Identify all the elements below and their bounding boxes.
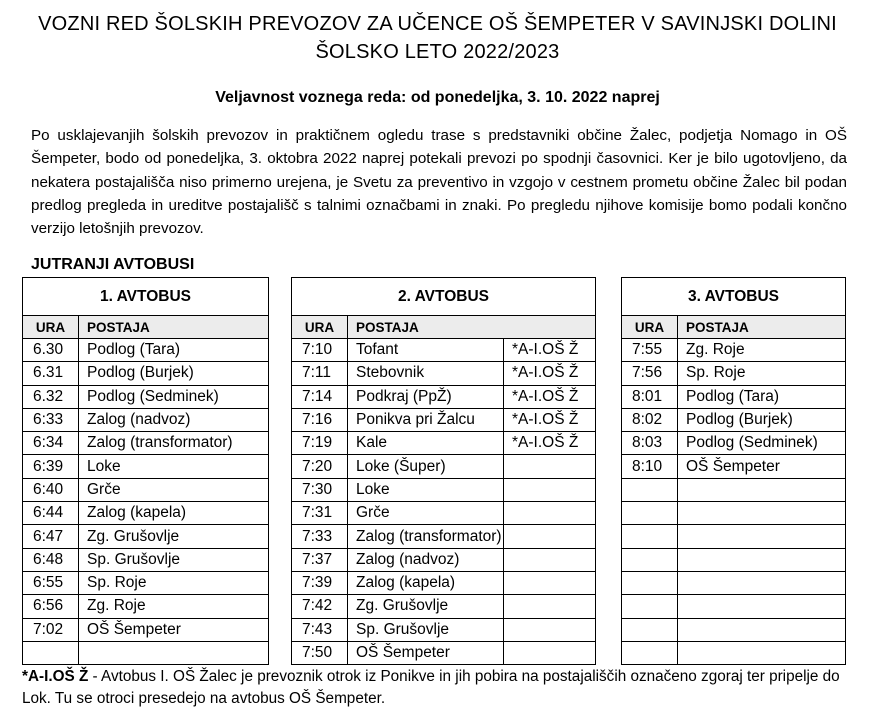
table-row bbox=[23, 618, 269, 641]
time-cell: 7:31 bbox=[292, 502, 348, 525]
time-cell: 7:50 bbox=[292, 641, 348, 664]
stop-cell: Loke (Šuper) bbox=[348, 455, 504, 478]
time-cell bbox=[622, 618, 678, 641]
intro-paragraph: Po usklajevanjih šolskih prevozov in praktičnem ogledu trase s predstavniki občine Žalec, podjetja Nomago in OŠ Šempeter, bodo od ponedeljka, 3. oktobra 2022 naprej potekali prevozi po spodnji časovnici. Ker je bilo ugotovljeno, da nekatera postajališča niso primerno urejena, je Svetu za preventivo in vzgojo v cestnem prometu občine Žalec bil podan predlog pregleda in ureditve postajališč s talnimi označbami in znaki. Po pregledu njihove komisije bomo podali končno verzijo letošnjih prevozov. bbox=[31, 127, 847, 238]
time-cell: 6:39 bbox=[23, 455, 79, 478]
time-cell bbox=[622, 641, 678, 664]
time-cell: 6.32 bbox=[23, 385, 79, 408]
time-cell: 7:20 bbox=[292, 455, 348, 478]
operator-cell: *A-I.OŠ Ž bbox=[504, 408, 596, 431]
time-cell: 7:55 bbox=[622, 339, 678, 362]
stop-cell: Zg. Roje bbox=[79, 595, 269, 618]
stop-cell: Podlog (Sedminek) bbox=[678, 432, 846, 455]
stop-cell bbox=[678, 548, 846, 571]
table-row bbox=[23, 595, 269, 618]
time-cell: 7:10 bbox=[292, 339, 348, 362]
time-cell bbox=[622, 502, 678, 525]
table-row bbox=[622, 525, 846, 548]
operator-cell: *A-I.OŠ Ž bbox=[504, 339, 596, 362]
bus-1-table bbox=[22, 277, 269, 665]
time-cell: 8:02 bbox=[622, 408, 678, 431]
table-row bbox=[292, 595, 596, 618]
operator-cell: *A-I.OŠ Ž bbox=[504, 362, 596, 385]
stop-cell: Zalog (kapela) bbox=[348, 571, 504, 594]
table-row bbox=[23, 525, 269, 548]
time-cell: 6:56 bbox=[23, 595, 79, 618]
table-row bbox=[622, 339, 846, 362]
footnote bbox=[22, 666, 852, 710]
stop-cell: Zalog (transformator) bbox=[79, 432, 269, 455]
time-cell: 7:11 bbox=[292, 362, 348, 385]
document-title: VOZNI RED ŠOLSKIH PREVOZOV ZA UČENCE OŠ ŠEMPETER V SAVINJSKI DOLINI bbox=[38, 13, 837, 35]
time-cell: 6:48 bbox=[23, 548, 79, 571]
table-row bbox=[622, 478, 846, 501]
operator-cell bbox=[504, 455, 596, 478]
stop-cell: Stebovnik bbox=[348, 362, 504, 385]
time-cell: 6:40 bbox=[23, 478, 79, 501]
table-row bbox=[23, 385, 269, 408]
stop-cell: Kale bbox=[348, 432, 504, 455]
time-cell: 7:56 bbox=[622, 362, 678, 385]
time-cell: 7:39 bbox=[292, 571, 348, 594]
table-row bbox=[622, 408, 846, 431]
time-cell: 7:30 bbox=[292, 478, 348, 501]
time-cell bbox=[622, 571, 678, 594]
table-row bbox=[292, 548, 596, 571]
stop-cell: OŠ Šempeter bbox=[678, 455, 846, 478]
stop-cell: Zg. Roje bbox=[678, 339, 846, 362]
column-header-time: URA bbox=[292, 316, 348, 339]
time-cell: 8:03 bbox=[622, 432, 678, 455]
operator-cell bbox=[504, 478, 596, 501]
time-cell: 7:37 bbox=[292, 548, 348, 571]
stop-cell: Tofant bbox=[348, 339, 504, 362]
operator-cell: *A-I.OŠ Ž bbox=[504, 432, 596, 455]
operator-cell bbox=[504, 618, 596, 641]
footnote-text: - Avtobus I. OŠ Žalec je prevoznik otrok iz Ponikve in jih pobira na postajališčih označeno zgoraj ter pripelje do Lok. Tu se otroci presedejo na avtobus OŠ Šempeter. bbox=[22, 668, 840, 707]
time-cell: 6.31 bbox=[23, 362, 79, 385]
stop-cell: Ponikva pri Žalcu bbox=[348, 408, 504, 431]
stop-cell: Podlog (Sedminek) bbox=[79, 385, 269, 408]
operator-cell bbox=[504, 548, 596, 571]
time-cell: 7:43 bbox=[292, 618, 348, 641]
column-header-time: URA bbox=[23, 316, 79, 339]
table-row bbox=[292, 525, 596, 548]
stop-cell: Zg. Grušovlje bbox=[79, 525, 269, 548]
operator-cell bbox=[504, 502, 596, 525]
time-cell bbox=[23, 641, 79, 664]
table-row bbox=[23, 408, 269, 431]
column-header-stop: POSTAJA bbox=[79, 316, 269, 339]
stop-cell: OŠ Šempeter bbox=[79, 618, 269, 641]
time-cell: 7:42 bbox=[292, 595, 348, 618]
bus-1-title: 1. AVTOBUS bbox=[23, 278, 269, 316]
stop-cell: Sp. Grušovlje bbox=[79, 548, 269, 571]
stop-cell: Grče bbox=[79, 478, 269, 501]
stop-cell: OŠ Šempeter bbox=[348, 641, 504, 664]
table-row bbox=[622, 571, 846, 594]
table-row bbox=[23, 502, 269, 525]
table-row bbox=[292, 571, 596, 594]
stop-cell: Podlog (Burjek) bbox=[678, 408, 846, 431]
table-row bbox=[292, 432, 596, 455]
table-row bbox=[622, 641, 846, 664]
table-row bbox=[622, 385, 846, 408]
table-row bbox=[292, 362, 596, 385]
time-cell: 7:02 bbox=[23, 618, 79, 641]
morning-buses-heading: JUTRANJI AVTOBUSI bbox=[31, 256, 195, 273]
stop-cell bbox=[678, 571, 846, 594]
stop-cell: Sp. Roje bbox=[678, 362, 846, 385]
table-row bbox=[622, 432, 846, 455]
time-cell: 6:44 bbox=[23, 502, 79, 525]
stop-cell bbox=[678, 502, 846, 525]
bus-3-table bbox=[621, 277, 846, 665]
stop-cell: Podkraj (PpŽ) bbox=[348, 385, 504, 408]
table-row bbox=[23, 455, 269, 478]
column-header-stop: POSTAJA bbox=[678, 316, 846, 339]
time-cell: 7:19 bbox=[292, 432, 348, 455]
time-cell: 8:01 bbox=[622, 385, 678, 408]
time-cell bbox=[622, 595, 678, 618]
stop-cell bbox=[678, 478, 846, 501]
table-row bbox=[23, 339, 269, 362]
table-row bbox=[622, 618, 846, 641]
bus-2-title: 2. AVTOBUS bbox=[292, 278, 596, 316]
table-row bbox=[23, 571, 269, 594]
validity-heading: Veljavnost voznega reda: od ponedeljka, 3. 10. 2022 naprej bbox=[215, 89, 660, 106]
time-cell: 6:33 bbox=[23, 408, 79, 431]
time-cell: 6:55 bbox=[23, 571, 79, 594]
table-row bbox=[23, 362, 269, 385]
table-row bbox=[292, 385, 596, 408]
operator-cell bbox=[504, 525, 596, 548]
operator-cell bbox=[504, 595, 596, 618]
time-cell: 6:47 bbox=[23, 525, 79, 548]
operator-cell: *A-I.OŠ Ž bbox=[504, 385, 596, 408]
column-header-stop: POSTAJA bbox=[348, 316, 596, 339]
table-row bbox=[622, 548, 846, 571]
table-row bbox=[23, 478, 269, 501]
time-cell bbox=[622, 548, 678, 571]
footnote-key: *A-I.OŠ Ž bbox=[22, 668, 89, 685]
operator-cell bbox=[504, 641, 596, 664]
table-row bbox=[622, 362, 846, 385]
bus-3-title: 3. AVTOBUS bbox=[622, 278, 846, 316]
stop-cell bbox=[678, 525, 846, 548]
stop-cell: Zalog (transformator) bbox=[348, 525, 504, 548]
stop-cell: Sp. Grušovlje bbox=[348, 618, 504, 641]
stop-cell: Zg. Grušovlje bbox=[348, 595, 504, 618]
column-header-time: URA bbox=[622, 316, 678, 339]
table-row bbox=[292, 502, 596, 525]
operator-cell bbox=[504, 571, 596, 594]
stop-cell: Loke bbox=[79, 455, 269, 478]
stop-cell: Podlog (Tara) bbox=[79, 339, 269, 362]
table-row bbox=[622, 455, 846, 478]
school-year-title: ŠOLSKO LETO 2022/2023 bbox=[315, 41, 560, 63]
time-cell: 7:16 bbox=[292, 408, 348, 431]
bus-2-table bbox=[291, 277, 596, 665]
table-row bbox=[23, 432, 269, 455]
stop-cell: Zalog (kapela) bbox=[79, 502, 269, 525]
time-cell: 8:10 bbox=[622, 455, 678, 478]
stop-cell bbox=[678, 618, 846, 641]
table-row bbox=[23, 548, 269, 571]
time-cell bbox=[622, 478, 678, 501]
table-row bbox=[23, 641, 269, 664]
table-row bbox=[292, 478, 596, 501]
time-cell: 7:14 bbox=[292, 385, 348, 408]
time-cell: 6:34 bbox=[23, 432, 79, 455]
table-row bbox=[622, 595, 846, 618]
stop-cell: Podlog (Burjek) bbox=[79, 362, 269, 385]
table-row bbox=[292, 641, 596, 664]
stop-cell bbox=[678, 595, 846, 618]
stop-cell: Zalog (nadvoz) bbox=[79, 408, 269, 431]
table-row bbox=[292, 339, 596, 362]
stop-cell bbox=[79, 641, 269, 664]
stop-cell: Zalog (nadvoz) bbox=[348, 548, 504, 571]
stop-cell: Grče bbox=[348, 502, 504, 525]
stop-cell: Podlog (Tara) bbox=[678, 385, 846, 408]
stop-cell: Sp. Roje bbox=[79, 571, 269, 594]
table-row bbox=[292, 618, 596, 641]
time-cell bbox=[622, 525, 678, 548]
stop-cell: Loke bbox=[348, 478, 504, 501]
table-row bbox=[292, 408, 596, 431]
stop-cell bbox=[678, 641, 846, 664]
table-row bbox=[292, 455, 596, 478]
time-cell: 6.30 bbox=[23, 339, 79, 362]
time-cell: 7:33 bbox=[292, 525, 348, 548]
table-row bbox=[622, 502, 846, 525]
